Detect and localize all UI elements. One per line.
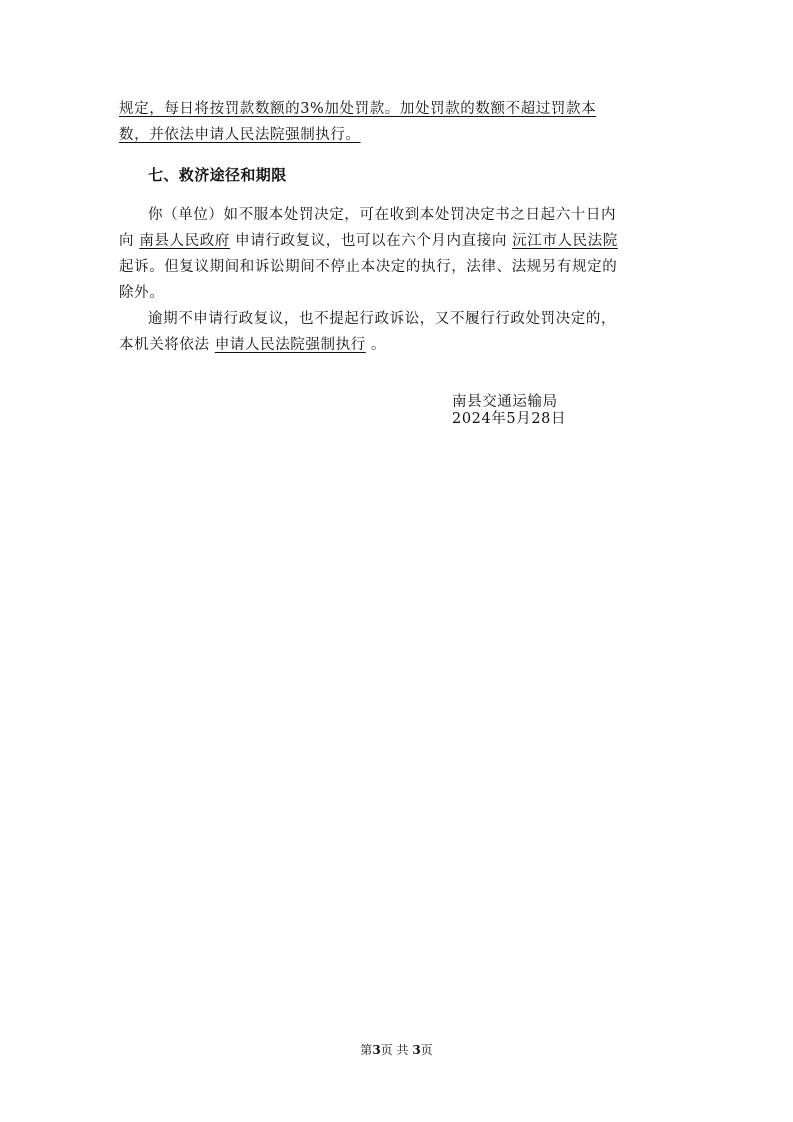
penalty-text-line-1: 规定，每日将按罚款数额的3%加处罚款。加处罚款的数额不超过罚款本	[119, 101, 597, 117]
remedy-para1-line-1: 你（单位）如不服本处罚决定，可在收到本处罚决定书之日起六十日内	[148, 207, 617, 223]
signature-date: 2024年5月28日	[452, 411, 567, 427]
total-page-number: 3	[412, 1043, 421, 1057]
text-segment: 向	[119, 233, 140, 249]
signature-organization: 南县交通运输局	[452, 394, 558, 410]
remedy-para1-line-2	[119, 229, 618, 250]
section-heading-remedy: 七、救济途径和期限	[148, 166, 287, 184]
remedy-para2-line-2	[119, 333, 386, 354]
footer-text: 页	[420, 1043, 433, 1057]
remedy-para1-line-4: 除外。	[119, 285, 165, 301]
penalty-text-line-2: 数，并依法申请人民法院强制执行。	[119, 127, 361, 143]
enforcement-action: 申请人民法院强制执行	[214, 337, 366, 353]
footer-text: 页 共	[380, 1043, 413, 1057]
remedy-para2-line-1: 逾期不申请行政复议，也不提起行政诉讼，又不履行行政处罚决定的，	[148, 311, 617, 327]
text-segment: 本机关将依法	[119, 337, 215, 353]
current-page-number: 3	[372, 1043, 381, 1057]
review-authority: 南县人民政府	[139, 233, 230, 249]
litigation-court: 沅江市人民法院	[512, 233, 618, 249]
text-segment: 申请行政复议，也可以在六个月内直接向	[229, 233, 513, 249]
footer-text: 第	[360, 1043, 373, 1057]
remedy-para1-line-3: 起诉。但复议期间和诉讼期间不停止本决定的执行，法律、法规另有规定的	[119, 259, 618, 275]
page-footer	[0, 1041, 793, 1058]
text-segment: 。	[365, 337, 387, 353]
